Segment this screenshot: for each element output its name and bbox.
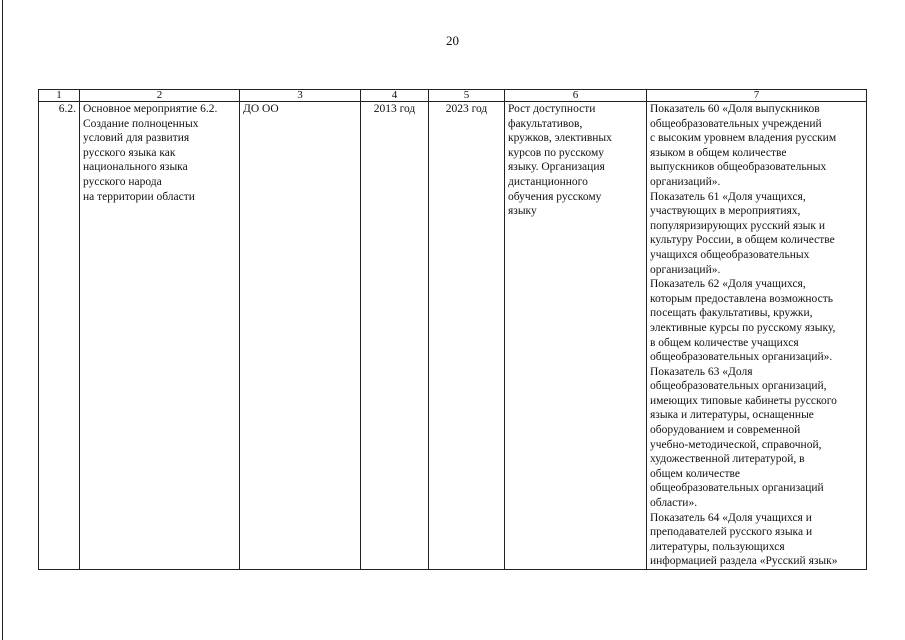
- row-number: 6.2.: [39, 102, 80, 570]
- indicator-line: с высоким уровнем владения русским: [650, 132, 837, 145]
- result-cell: [505, 102, 647, 570]
- indicator-line: литературы, пользующихся: [650, 540, 785, 553]
- col-header-7: 7: [647, 90, 867, 102]
- result-line: обучения русскому: [508, 190, 602, 203]
- result-line: Рост доступности: [508, 103, 596, 115]
- indicator-line: Показатель 63 «Доля: [650, 365, 753, 378]
- event-line: на территории области: [83, 190, 195, 203]
- indicator-line: Показатель 62 «Доля учащихся,: [650, 278, 806, 291]
- indicator-line: общеобразовательных учреждений: [650, 117, 822, 130]
- event-line: русского народа: [83, 175, 162, 188]
- indicator-line: Показатель 61 «Доля учащихся,: [650, 190, 806, 203]
- indicator-line: общеобразовательных организаций: [650, 482, 824, 495]
- result-line: кружков, элективных: [508, 132, 612, 145]
- indicator-line: преподавателей русского языка и: [650, 526, 813, 539]
- event-line: Создание полноценных: [83, 117, 199, 130]
- indicator-line: языком в общем количестве: [650, 146, 787, 159]
- indicator-line: художественной литературой, в: [650, 453, 805, 466]
- result-line: факультативов,: [508, 117, 583, 130]
- page-number: 20: [446, 33, 459, 48]
- event-line: русского языка как: [83, 146, 176, 159]
- col-header-4: 4: [361, 90, 429, 102]
- left-margin-rule: [2, 0, 3, 640]
- event-cell: [80, 102, 240, 570]
- result-line: языку: [508, 205, 537, 218]
- indicator-line: общем количестве: [650, 467, 740, 480]
- col-header-1: 1: [39, 90, 80, 102]
- indicator-line: популяризирующих русский язык и: [650, 219, 826, 232]
- indicator-line: учащихся общеобразовательных: [650, 248, 810, 261]
- indicator-line: которым предоставлена возможность: [650, 292, 833, 305]
- event-line: условий для развития: [83, 132, 190, 145]
- program-table: [38, 89, 867, 570]
- indicator-line: выпускников общеобразовательных: [650, 161, 827, 174]
- col-header-2: 2: [80, 90, 240, 102]
- indicator-line: области».: [650, 497, 698, 510]
- indicators-cell: [647, 102, 867, 570]
- column-number-row: [39, 90, 867, 102]
- indicator-line: общеобразовательных организаций,: [650, 380, 827, 393]
- indicator-line: общеобразовательных организаций».: [650, 351, 833, 364]
- event-line: Основное мероприятие 6.2.: [83, 103, 218, 115]
- indicator-line: культуру России, в общем количестве: [650, 234, 835, 247]
- indicator-line: Показатель 64 «Доля учащихся и: [650, 511, 812, 524]
- executor-cell: ДО ОО: [240, 102, 361, 570]
- result-line: языку. Организация: [508, 161, 605, 174]
- col-header-5: 5: [429, 90, 505, 102]
- indicator-line: в общем количестве учащихся: [650, 336, 799, 349]
- indicator-line: организаций».: [650, 263, 721, 276]
- start-year-cell: 2013 год: [361, 102, 429, 570]
- indicator-line: учебно-методической, справочной,: [650, 438, 822, 451]
- indicator-line: оборудованием и современной: [650, 424, 801, 437]
- col-header-3: 3: [240, 90, 361, 102]
- result-line: дистанционного: [508, 175, 588, 188]
- indicator-line: Показатель 60 «Доля выпускников: [650, 103, 820, 115]
- result-line: курсов по русскому: [508, 146, 604, 159]
- indicator-line: элективные курсы по русскому языку,: [650, 321, 836, 334]
- col-header-6: 6: [505, 90, 647, 102]
- end-year-cell: 2023 год: [429, 102, 505, 570]
- indicator-line: имеющих типовые кабинеты русского: [650, 394, 837, 407]
- indicator-line: языка и литературы, оснащенные: [650, 409, 814, 422]
- event-line: национального языка: [83, 161, 188, 174]
- indicator-line: участвующих в мероприятиях,: [650, 205, 801, 218]
- indicator-line: информацией раздела «Русский язык»: [650, 555, 838, 568]
- indicator-line: организаций».: [650, 175, 721, 188]
- indicator-line: посещать факультативы, кружки,: [650, 307, 813, 320]
- table-row: [39, 102, 867, 570]
